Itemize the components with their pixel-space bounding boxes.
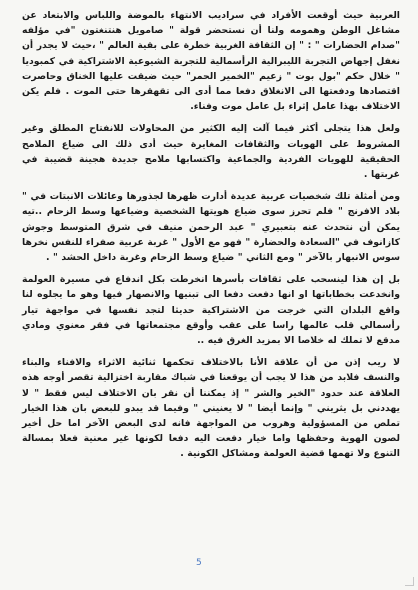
paragraph-1: العربية حيث أوقعت الأفراد في سراديب الانتهاء بالموضة واللباس والابتعاد عن مشاغل الوطن وهمومه ولنا أن نستحضر قولة " صامويل هنتنغتون "في مؤلفه "صدام الحضارات " : " إن الثقافة الغربية خطرة على بقية العالم " ،حيث لا يجدر أن نغفل إجهاض التجربة الليبرالية الرأسمالية للتجربة الشيوعية الاشتراكية في كمبوديا " خلال حكم "بول بوت " زعيم "الخمير الحمر" حيث ضيقت عليها الخناق وحاصرت اقتصادها ودفعتها الى الانغلاق دفعا مما أدى الى تقهقرها حتى الموت . فلم يكن الاختلاف بهذا عامل إثراء بل عامل موت وفناء.	[22, 10, 400, 113]
page-number: 5	[196, 558, 202, 568]
paragraph-3: ومن أمثلة تلك شخصيات عربية عديدة أدارت ظهرها لجذورها وعائلات الانبتات في " بلاد الافرنج " فلم تحرز سوى ضياع هويتها الشخصية وضياعها وسط الزحام ..تيه يمكن أن نتحدث عنه بتعبيري " عبد الرحمن منيف في شرق المتوسط وجوش كازانوف في "السعادة والحضارة " فهو مع الأول " غربة عربية صفراء للنفس نخرها سوس الانبهار بالآخر " ومع الثاني " ضياع وسط الزحام وغربة داخل الحشد " .	[22, 191, 400, 264]
paragraph-4: بل إن هذا لينسحب على ثقافات بأسرها انخرطت بكل اندفاع في مسيرة العولمة وانخدعت بخطاباتها او انها دفعت دفعا الى تبنيها والانصهار فيها وهو ما يجلوه لنا واقع البلدان التي خرجت من الاشتراكية حديثا لتجد نفسها في مواجهة تيار رأسمالي قلب عالمها راسا على عقب وأوقع مجتمعاتها في فقر معنوي ومادي مدقع لا تملك له خلاصا الا بمزيد الغرق فيه ..	[22, 274, 400, 347]
paragraph-2: ولعل هذا يتجلى أكثر فيما آلت إليه الكثير من المحاولات للانفتاح المطلق وغير المشروط على الهويات والثقافات المغايرة حيث أدى ذلك الى ضياع الملامح الحقيقية للهويات الفردية والجماعية واكتسابها ملامح جديدة هجينة قضيبة في غربتها .	[22, 123, 400, 181]
page-corner-mark	[405, 577, 414, 586]
paragraph-5: لا ريب إذن من أن علاقة الأنا بالاختلاف تحكمها ثنائية الاثراء والافناء والبناء والنسف فلابد من هذا لا يجب أن يوقعنا في شباك مقاربة اختزالية تقصر أوجه هذه العلاقة عند حدود "الخير والشر " إذ يمكننا أن نقر بان الاختلاف ليس فقط " لا يهددني بل يثريني " وإنما أيضا " لا يعنيني " وفيما قد يبدو للبعض بان هذا الخيار تملص من المسؤولية وهروب من المواجهة فانه لدى البعض الآخر اما حل أخير لصون الهوية وحفظها واما خيار دفعت اليه دفعا لكونها غير معنية فعلا بمسالة التنوع ولا تهمها قضية العولمة ومشاكل الكونية .	[22, 357, 400, 460]
